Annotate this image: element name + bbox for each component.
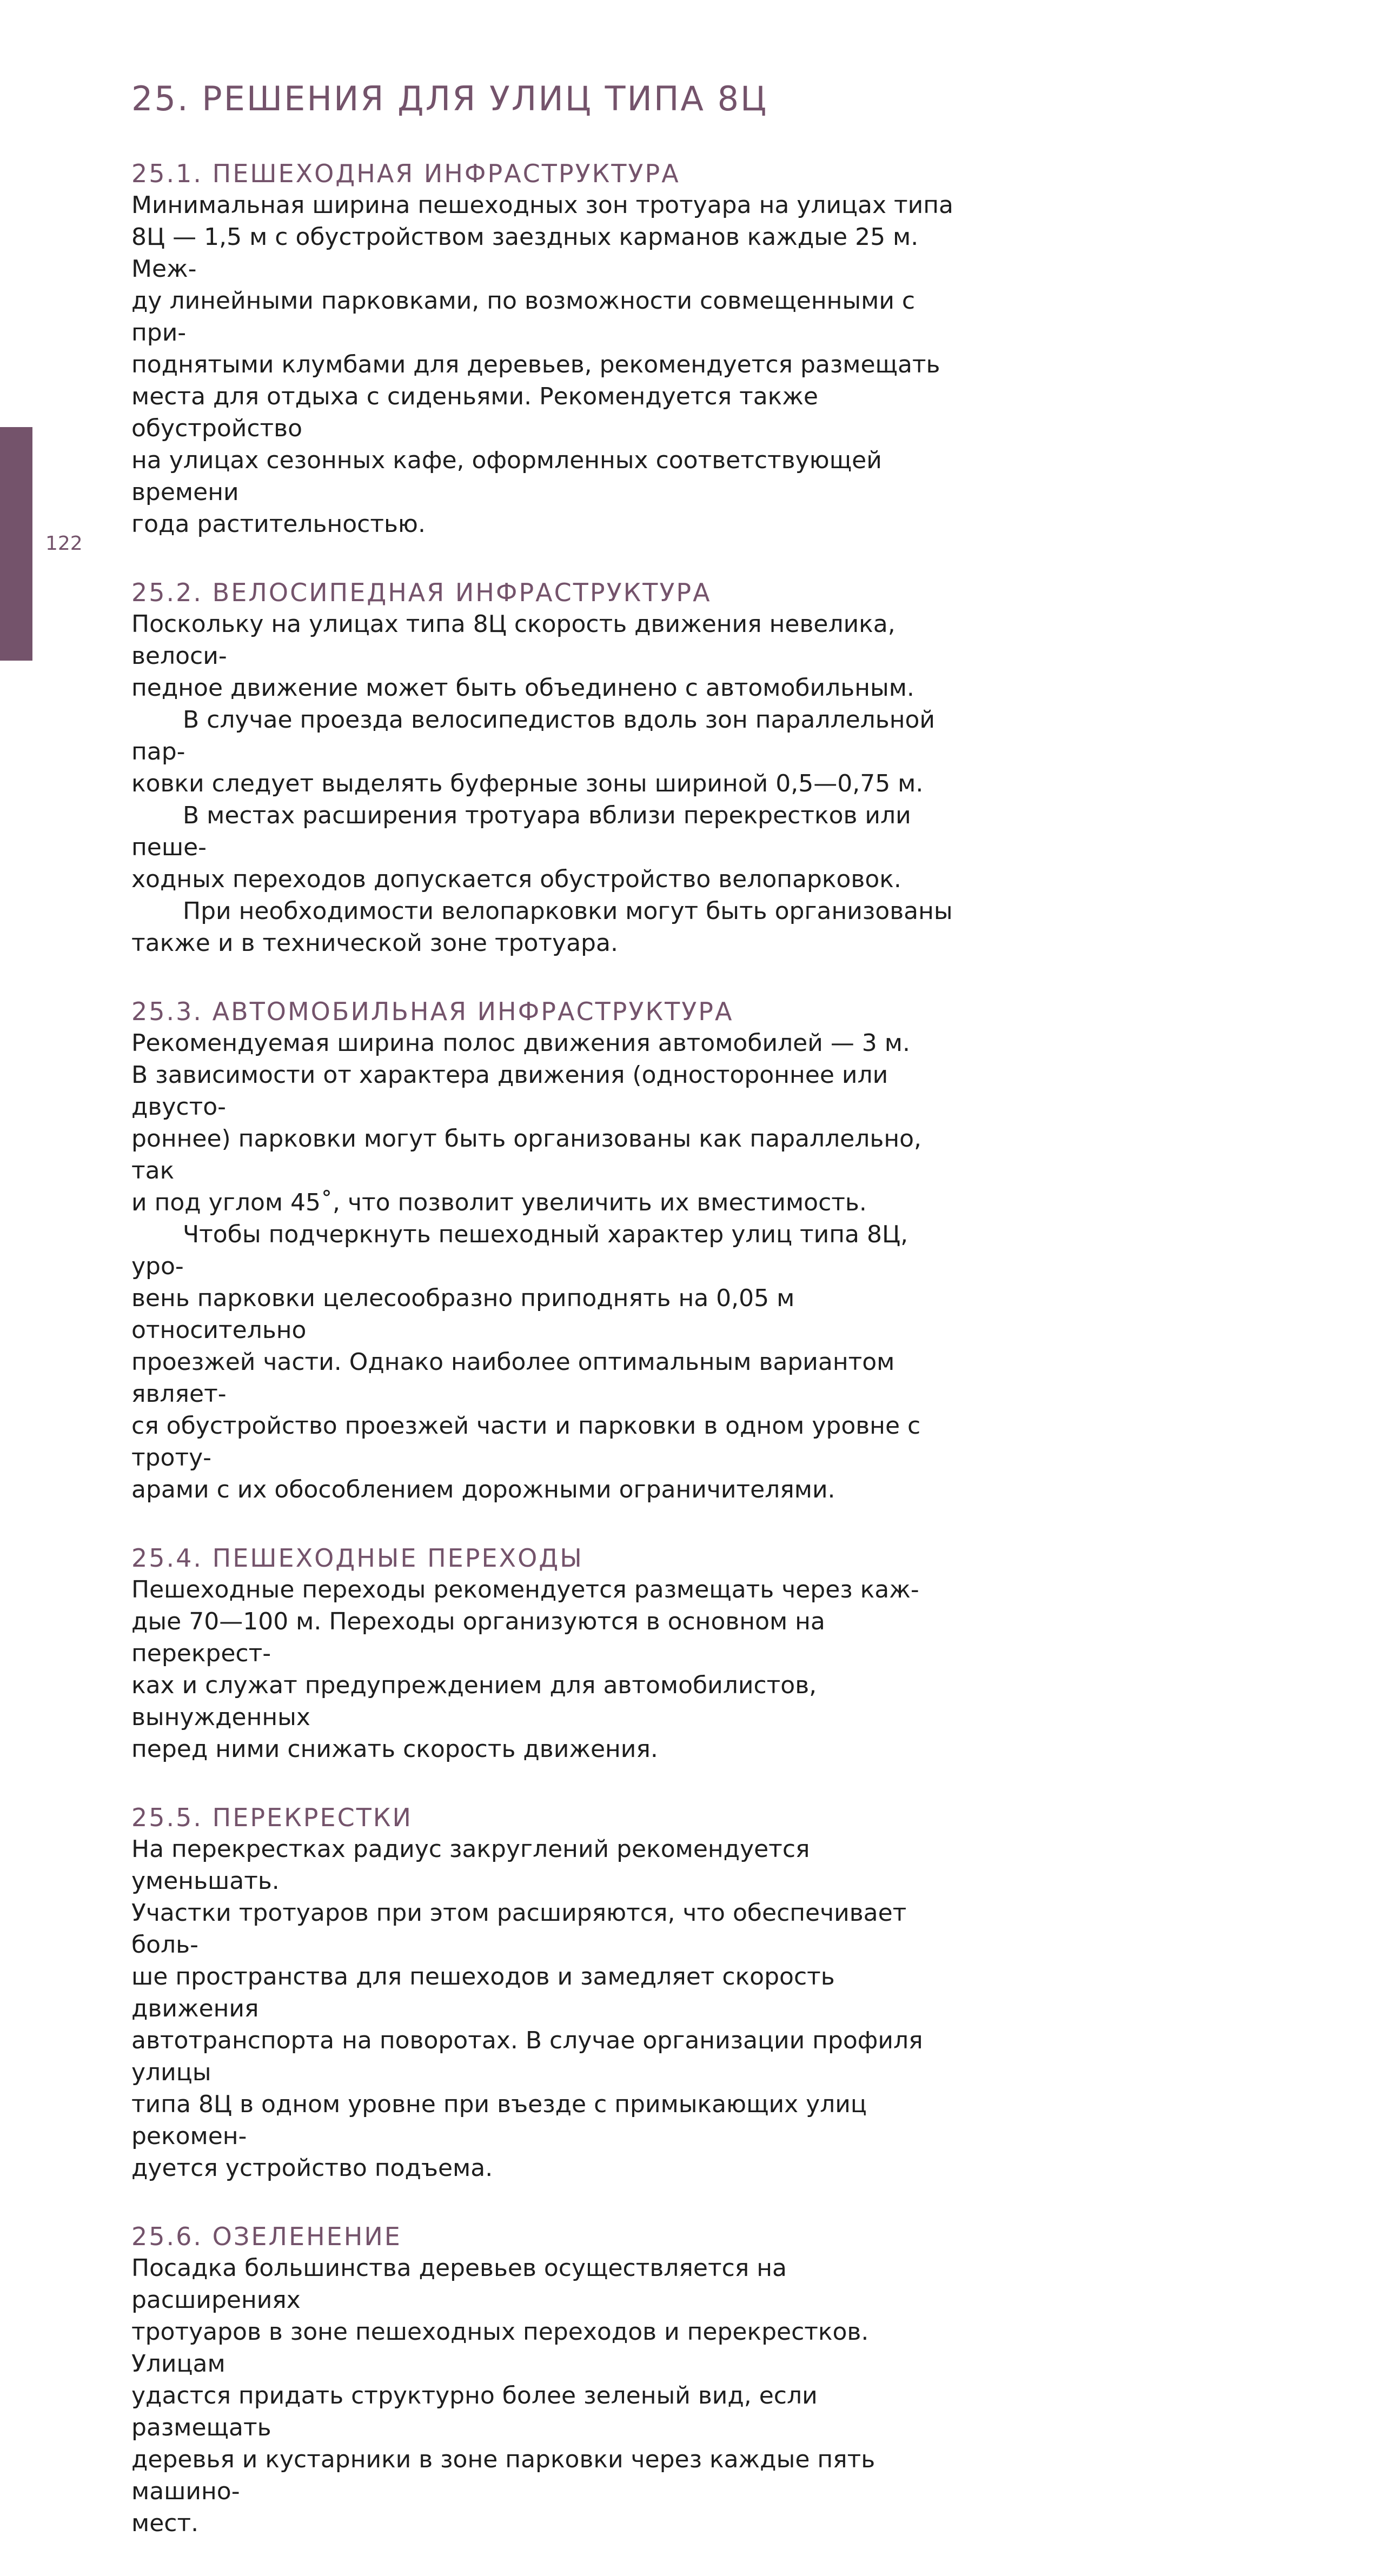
section-pedestrian-crossings bbox=[131, 1542, 961, 1765]
paragraph: Поскольку на улицах типа 8Ц скорость движения невелика, велоси- педное движение может быть объединено с автомобильным. bbox=[131, 610, 914, 702]
paragraph: На перекрестках радиус закруглений рекомендуется уменьшать. Участки тротуаров при этом расширяются, что обеспечивает боль- ше пространства для пешеходов и замедляет скорость движения автотранспорта на поворотах. В случае организации профиля улицы типа 8Ц в одном уровне при въезде с примыкающих улиц рекомен- дуется устройство подъема. bbox=[131, 1835, 923, 2182]
paragraph: В случае проезда велосипедистов вдоль зон параллельной пар- ковки следует выделять буферные зоны шириной 0,5—0,75 м. bbox=[131, 706, 936, 797]
page-content bbox=[131, 75, 961, 2576]
section-title: 25.5. ПЕРЕКРЕСТКИ bbox=[131, 1803, 413, 1832]
section-bicycle-infrastructure bbox=[131, 577, 961, 959]
section-intersections bbox=[131, 1802, 961, 2184]
paragraph: Рекомендуемая ширина полос движения автомобилей — 3 м. В зависимости от характера движения (одностороннее или двусто- роннее) парковки могут быть организованы как параллельно, так и под углом 45˚, что позволит увеличить их вместимость. bbox=[131, 1029, 922, 1216]
paragraph: Чтобы подчеркнуть пешеходный характер улиц типа 8Ц, уро- вень парковки целесообразно приподнять на 0,05 м относительно проезжей части. Однако наиболее оптимальным вариантом являет- ся обустройство проезжей части и парковки в одном уровне с троту- арами с их обособлением дорожными ограничителями. bbox=[131, 1221, 921, 1503]
paragraph: При необходимости велопарковки могут быть организованы также и в технической зоне тротуара. bbox=[131, 897, 953, 957]
side-color-tab bbox=[0, 427, 32, 661]
section-car-infrastructure bbox=[131, 996, 961, 1506]
section-title: 25.6. ОЗЕЛЕНЕНИЕ bbox=[131, 2222, 402, 2251]
section-pedestrian-infrastructure bbox=[131, 158, 961, 540]
paragraph: Пешеходные переходы рекомендуется размещать через каж- дые 70—100 м. Переходы организуются в основном на перекрест- ках и служат предупреждением для автомобилистов, вынужденных перед ними снижать скорость движения. bbox=[131, 1576, 919, 1763]
paragraph: Посадка большинства деревьев осуществляется на расширениях тротуаров в зоне пешеходных переходов и перекрестков. Улицам удастся придать структурно более зеленый вид, если размещать деревья и кустарники в зоне парковки через каждые пять машино- мест. bbox=[131, 2254, 875, 2537]
paragraph: Минимальная ширина пешеходных зон тротуара на улицах типа 8Ц — 1,5 м с обустройством заездных карманов каждые 25 м. Меж- ду линейными парковками, по возможности совмещенными с при- поднятыми клумбами для деревьев, рекомендуется размещать места для отдыха с сиденьями. Рекомендуется также обустройство на улицах сезонных кафе, оформленных соответствующей времени года растительностью. bbox=[131, 191, 953, 538]
section-title: 25.3. АВТОМОБИЛЬНАЯ ИНФРАСТРУКТУРА bbox=[131, 997, 734, 1026]
paragraph: В местах расширения тротуара вблизи перекрестков или пеше- ходных переходов допускается обустройство велопарковок. bbox=[131, 802, 911, 893]
section-title: 25.2. ВЕЛОСИПЕДНАЯ ИНФРАСТРУКТУРА bbox=[131, 578, 712, 607]
page-title: 25. РЕШЕНИЯ ДЛЯ УЛИЦ ТИПА 8Ц bbox=[131, 79, 768, 118]
section-title: 25.1. ПЕШЕХОДНАЯ ИНФРАСТРУКТУРА bbox=[131, 159, 680, 188]
section-greening bbox=[131, 2221, 961, 2539]
page-number: 122 bbox=[45, 532, 83, 555]
section-title: 25.4. ПЕШЕХОДНЫЕ ПЕРЕХОДЫ bbox=[131, 1543, 583, 1573]
